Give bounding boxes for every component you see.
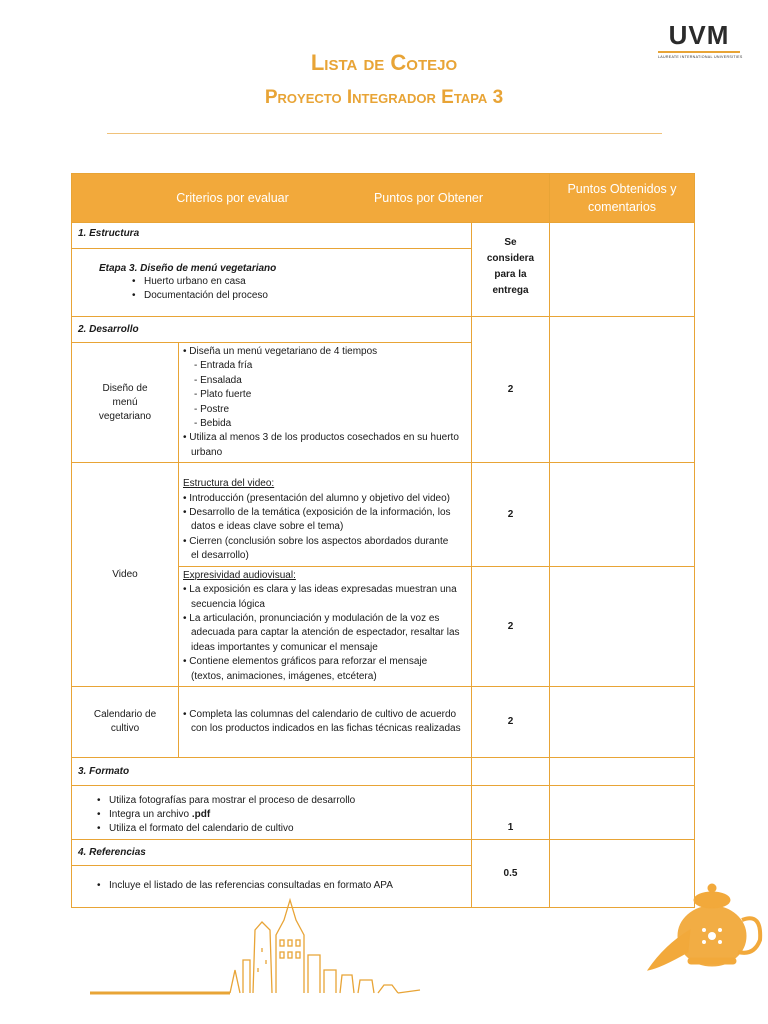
desc-line: el desarrollo)	[191, 550, 249, 562]
video-expresividad-description	[179, 566, 472, 686]
title-divider	[107, 133, 662, 134]
estructura-etapa: Etapa 3. Diseño de menú vegetariano	[99, 263, 277, 274]
menu-points: 2	[472, 317, 550, 463]
list-item: • Utiliza el formato del calendario de cultivo	[109, 822, 471, 836]
desc-line: • La articulación, pronunciación y modulación de la voz es	[183, 612, 440, 624]
label-line: Calendario de	[93, 708, 157, 720]
desc-line: (textos, animaciones, imágenes, etcétera)	[191, 670, 377, 682]
label-line: Diseño de	[102, 382, 148, 394]
page-title: Lista de Cotejo	[310, 50, 458, 75]
table-row	[72, 785, 695, 839]
calendario-label	[72, 686, 179, 757]
table-row	[72, 686, 695, 757]
teapot-illustration	[648, 884, 760, 970]
desc-line: adecuada para captar la atención de espectador, resaltar las	[191, 627, 460, 639]
pdf-bold: .pdf	[191, 808, 211, 820]
desc-heading: Expresividad audiovisual:	[183, 569, 296, 581]
referencias-points: 0.5	[472, 839, 550, 907]
video-estructura-points: 2	[472, 463, 550, 566]
desc-line: • Completa las columnas del calendario de cultivo de acuerdo	[183, 708, 457, 720]
points-line: Se	[504, 237, 517, 248]
video-estructura-obtained	[550, 463, 695, 566]
desc-line: • Introducción (presentación del alumno y objetivo del video)	[183, 492, 450, 504]
desc-line: ideas importantes y comunicar el mensaje	[191, 641, 378, 653]
formato-title: 3. Formato	[78, 765, 130, 777]
points-line: considera	[486, 253, 535, 264]
video-estructura-description	[179, 463, 472, 566]
decorative-illustration	[0, 860, 768, 1024]
logo-text: UVM	[668, 20, 730, 50]
label-line: cultivo	[110, 722, 140, 734]
table-header-row	[72, 174, 695, 223]
desc-line: - Plato fuerte	[194, 389, 252, 401]
calendario-points: 2	[472, 686, 550, 757]
desarrollo-title: 2. Desarrollo	[78, 324, 139, 335]
desc-line: - Bebida	[194, 418, 232, 430]
menu-label	[72, 343, 179, 463]
video-expresividad-points: 2	[472, 566, 550, 686]
menu-description	[179, 343, 472, 463]
video-expresividad-obtained	[550, 566, 695, 686]
page-subtitle: Proyecto Integrador Etapa 3	[264, 87, 504, 108]
desc-line: - Postre	[194, 403, 230, 415]
desc-line: • Utiliza al menos 3 de los productos cosechados en su huerto	[183, 432, 459, 444]
spacer-points	[472, 757, 550, 785]
calendario-obtained	[550, 686, 695, 757]
table-row	[72, 463, 695, 566]
desc-line: - Ensalada	[194, 374, 242, 386]
formato-points: 1	[472, 785, 550, 839]
desc-line: secuencia lógica	[191, 598, 265, 610]
formato-list	[72, 786, 471, 836]
header-criterios-cell	[72, 174, 550, 223]
table-row	[72, 757, 695, 785]
city-skyline-illustration	[90, 900, 420, 993]
estructura-obtained	[550, 223, 695, 317]
video-label: Video	[72, 463, 179, 687]
label-line: menú	[112, 396, 138, 408]
table-row	[72, 317, 695, 343]
menu-obtained	[550, 317, 695, 463]
desc-line: • Cierren (conclusión sobre los aspectos abordados durante	[183, 535, 449, 547]
header-puntos-obtener: Puntos por Obtener	[373, 191, 484, 205]
estructura-title: 1. Estructura	[72, 223, 472, 249]
header-puntos-obtenidos: Puntos Obtenidos y comentarios	[550, 174, 695, 223]
list-item: • Utiliza fotografías para mostrar el proceso de desarrollo	[109, 794, 471, 808]
desc-line: • Diseña un menú vegetariano de 4 tiempos	[183, 346, 378, 357]
spacer-obtained	[550, 757, 695, 785]
list-item: • Huerto urbano en casa	[144, 275, 471, 289]
label-line: vegetariano	[98, 410, 152, 422]
desc-line: • Contiene elementos gráficos para reforzar el mensaje	[183, 656, 428, 668]
table-row	[72, 223, 695, 317]
formato-obtained	[550, 785, 695, 839]
estructura-points	[472, 223, 550, 317]
spacer-cell	[72, 757, 472, 785]
formato-cell	[72, 765, 472, 839]
desc-line: con los productos indicados en las fichas técnicas realizadas	[191, 722, 461, 734]
desc-heading: Estructura del video:	[183, 478, 275, 490]
estructura-list	[72, 275, 471, 303]
logo-subtext: LAUREATE INTERNATIONAL UNIVERSITIES	[658, 55, 743, 59]
desc-line: • La exposición es clara y las ideas expresadas muestran una	[183, 584, 457, 596]
list-item	[109, 808, 471, 822]
estructura-cell	[72, 223, 472, 317]
list-item: • Incluye el listado de las referencias consultadas en formato APA	[109, 879, 471, 893]
list-item: • Documentación del proceso	[144, 289, 471, 303]
header-criterios: Criterios por evaluar	[176, 191, 289, 205]
referencias-title: 4. Referencias	[78, 846, 146, 858]
desarrollo-title-cell	[72, 317, 472, 343]
desc-line: - Entrada fría	[194, 360, 253, 372]
points-line: para la	[494, 269, 527, 280]
calendario-description	[179, 686, 472, 757]
desc-line: • Desarrollo de la temática (exposición de la información, los	[183, 507, 451, 519]
points-line: entrega	[492, 285, 529, 296]
desc-line: urbano	[191, 446, 223, 458]
checklist-table	[71, 173, 694, 908]
list-item-text: Integra un archivo	[109, 808, 192, 820]
desc-line: datos e ideas clave sobre el tema)	[191, 521, 344, 533]
